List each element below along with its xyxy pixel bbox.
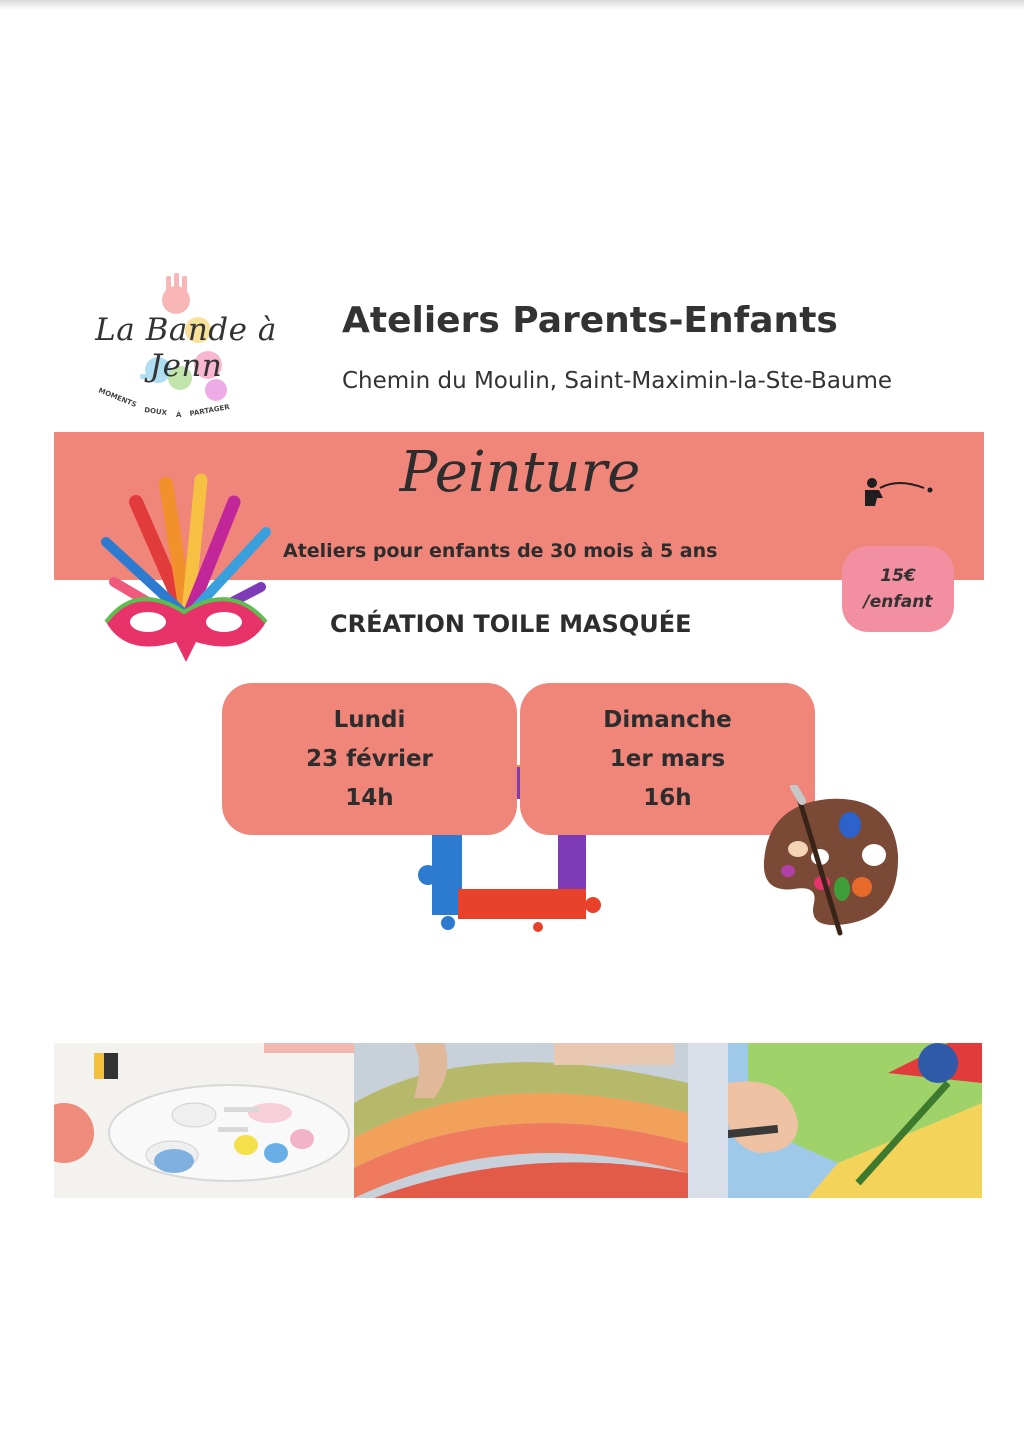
svg-text:PARTAGER: PARTAGER <box>188 403 231 418</box>
session-date: 1er mars <box>609 745 726 772</box>
session-day: Dimanche <box>603 706 732 733</box>
torn-paper-rainbow-photo <box>354 1043 688 1198</box>
scan-shadow <box>0 0 1024 10</box>
svg-text:MOMENTS: MOMENTS <box>97 386 138 409</box>
child-painting-photo <box>688 1043 982 1198</box>
session-card <box>222 683 517 835</box>
session-date: 23 février <box>306 745 433 772</box>
svg-text:DOUX: DOUX <box>143 406 168 418</box>
paint-palette-icon <box>758 785 903 940</box>
age-range: Ateliers pour enfants de 30 mois à 5 ans <box>283 540 718 562</box>
svg-text:À: À <box>176 411 182 419</box>
child-painting-icon <box>860 476 935 508</box>
session-time: 14h <box>345 784 394 811</box>
price-amount: 15€ <box>880 566 916 586</box>
photo-strip <box>54 1043 982 1198</box>
logo-name: La Bande à Jenn <box>95 312 277 384</box>
palette-photo <box>54 1043 354 1198</box>
logo <box>58 270 308 430</box>
session-day: Lundi <box>333 706 406 733</box>
price-unit: /enfant <box>863 592 933 612</box>
workshop-title: Peinture <box>399 440 641 505</box>
carnival-mask-icon <box>96 472 276 667</box>
activity-title: CRÉATION TOILE MASQUÉE <box>330 610 692 638</box>
price-badge <box>842 546 954 632</box>
page-title: Ateliers Parents-Enfants <box>342 300 838 341</box>
session-time: 16h <box>643 784 692 811</box>
address: Chemin du Moulin, Saint-Maximin-la-Ste-Baume <box>342 368 893 394</box>
